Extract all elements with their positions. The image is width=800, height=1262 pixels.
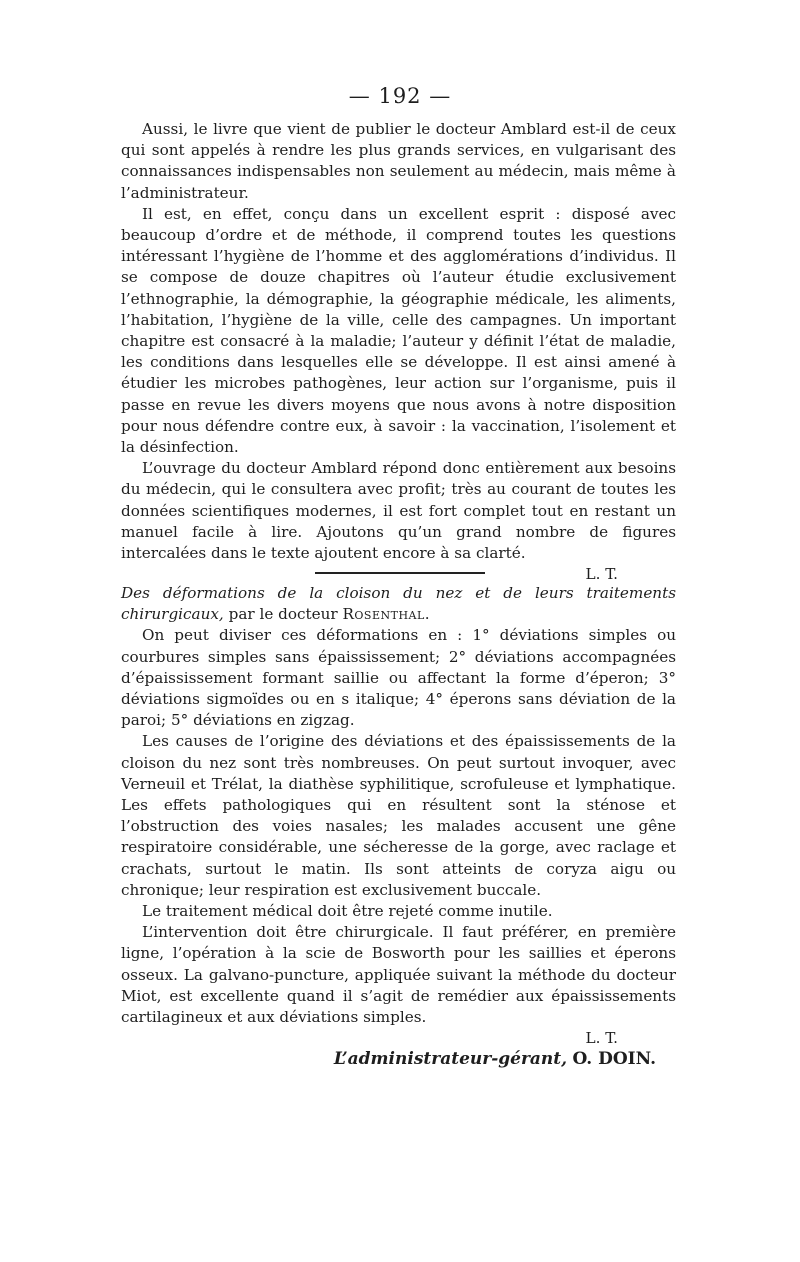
paragraph: Le traitement médical doit être rejeté comme inutile. (142, 902, 553, 921)
administrator-line (121, 1049, 676, 1070)
section-divider (315, 572, 485, 574)
admin-label: L’administrateur-gérant, (333, 1049, 568, 1070)
admin-name: O. DOIN. (572, 1049, 656, 1070)
paragraph: Les causes de l’origine des déviations et des épaississements de la cloison du nez sont très nombreuses. On peut surtout invoquer, avec Verneuil et Trélat, la diathèse syphilitique, scrofuleuse et lymphatique. Les effets pathologiques qui en résultent sont la sténose et l’obstruction des voies nasales; les malades accusent une gêne respiratoire considérable, une sécheresse de la gorge, avec raclage et crachats, surtout le matin. Ils sont atteints de coryza aigu ou chronique; leur respiration est exclusivement buccale. (121, 732, 676, 899)
page-number: — 192 — (348, 84, 452, 108)
paragraph: On peut diviser ces déformations en : 1° déviations simples ou courbures simples sans épaississement; 2° déviations accompagnées d’épaississement formant saillie ou affectant la forme d’éperon; 3° déviations sigmoïdes ou en s italique; 4° éperons sans déviation de la paroi; 5° déviations en zigzag. (121, 626, 676, 730)
review-title-by: par le docteur (223, 605, 343, 624)
review-author: Rosenthal. (342, 605, 431, 624)
paragraph: L’intervention doit être chirurgicale. Il faut préférer, en première ligne, l’opération à la scie de Bosworth pour les saillies et éperons osseux. La galvano-puncture, appliquée suivant la méthode du docteur Miot, est excellente quand il s’agit de remédier aux épaississements cartilagineux et aux déviations simples. (121, 923, 676, 1027)
review-title (121, 583, 676, 625)
review-amblard (121, 119, 676, 585)
signature: L. T. (585, 565, 618, 584)
paragraph: L’ouvrage du docteur Amblard répond donc entièrement aux besoins du médecin, qui le consultera avec profit; très au courant de toutes les données scientifiques modernes, il est fort complet tout en restant un manuel facile à lire. Ajoutons qu’un grand nombre de figures intercalées dans le texte ajoutent encore à sa clarté. (121, 459, 676, 563)
signature: L. T. (585, 1029, 618, 1048)
review-rosenthal (121, 583, 676, 1071)
paragraph: Il est, en effet, conçu dans un excellent esprit : disposé avec beaucoup d’ordre et de méthode, il comprend toutes les questions intéressant l’hygiène de l’homme et des agglomérations d’individus. Il se compose de douze chapitres où l’auteur étudie exclusivement l’ethnographie, la démographie, la géographie médicale, les aliments, l’habitation, l’hygiène de la ville, celle des campagnes. Un important chapitre est consacré à la maladie; l’auteur y définit l’état de maladie, les conditions dans lesquelles elle se développe. Il est ainsi amené à étudier les microbes pathogènes, leur action sur l’organisme, puis il passe en revue les divers moyens que nous avons à notre disposition pour nous défendre contre eux, à savoir : la vaccination, l’isolement et la désinfection. (121, 204, 676, 457)
paragraph: Aussi, le livre que vient de publier le docteur Amblard est-il de ceux qui sont appelés à rendre les plus grands services, en vulgarisant des connaissances indispensables non seulement au médecin, mais même à l’administrateur. (121, 120, 676, 202)
review-title-italic: Des déformations de la cloison du nez et de leurs traitements chirurgicaux, (121, 584, 676, 624)
